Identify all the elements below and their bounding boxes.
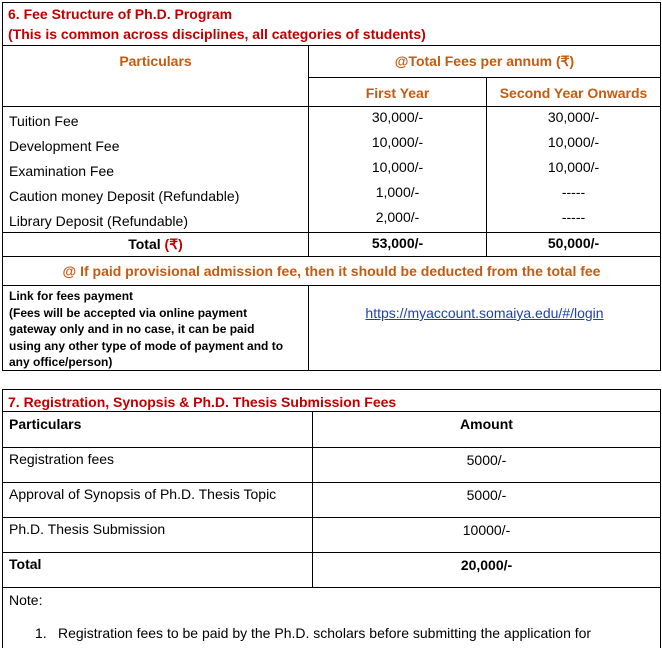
- col-total-fees-header: @Total Fees per annum (₹): [394, 53, 575, 69]
- fee-row-first: 10,000/-: [371, 134, 424, 150]
- payment-link[interactable]: https://myaccount.somaiya.edu/#/login: [365, 305, 604, 321]
- fee-row-label: Development Fee: [9, 138, 120, 154]
- total-first-year: 53,000/-: [371, 235, 424, 251]
- rupee-symbol: (₹): [164, 236, 183, 252]
- note-item-number: 1.: [35, 625, 47, 641]
- fee-row-second: -----: [561, 209, 586, 225]
- registration-total-label: Total: [9, 556, 42, 572]
- registration-row-label: Approval of Synopsis of Ph.D. Thesis Topic: [9, 486, 277, 502]
- note-item-text: Registration fees to be paid by the Ph.D. scholars before submitting the application for: [58, 625, 592, 641]
- fee-row-first: 10,000/-: [371, 159, 424, 175]
- note-label: Note:: [9, 592, 43, 608]
- registration-row-amount: 10000/-: [462, 522, 511, 538]
- fee-row-second: 10,000/-: [547, 134, 600, 150]
- total-label: Total (₹): [128, 236, 183, 252]
- payment-link-title: Link for fees payment: [9, 289, 134, 303]
- registration-row-amount: 5000/-: [466, 487, 507, 503]
- fee-row-second: -----: [561, 184, 586, 200]
- registration-row-label: Registration fees: [9, 451, 115, 467]
- fee-row-label: Caution money Deposit (Refundable): [9, 188, 240, 204]
- total-second-year: 50,000/-: [547, 235, 600, 251]
- fee-row-label: Examination Fee: [9, 163, 115, 179]
- payment-link-line: using any other type of mode of payment and to: [9, 338, 284, 353]
- fee-row-second: 10,000/-: [547, 159, 600, 175]
- section6-heading: 6. Fee Structure of Ph.D. Program: [8, 6, 233, 22]
- fee-row-first: 2,000/-: [375, 209, 420, 225]
- col-first-year-header: First Year: [365, 85, 430, 101]
- section7-heading: 7. Registration, Synopsis & Ph.D. Thesis Submission Fees: [8, 394, 397, 410]
- fee-row-label: Tuition Fee: [9, 113, 79, 129]
- col-particulars-header: Particulars: [9, 416, 82, 432]
- fee-row-first: 1,000/-: [375, 184, 420, 200]
- col-particulars-header: Particulars: [119, 53, 192, 69]
- section6-subheading: (This is common across disciplines, all categories of students): [8, 26, 426, 42]
- fee-row-second: 30,000/-: [547, 109, 600, 125]
- payment-link-line: (Fees will be accepted via online payment: [9, 305, 248, 320]
- registration-total-amount: 20,000/-: [460, 557, 513, 573]
- col-second-year-header: Second Year Onwards: [499, 85, 648, 101]
- total-label-row: [3, 236, 308, 253]
- fee-row-label: Library Deposit (Refundable): [9, 213, 188, 229]
- col-amount-header: Amount: [460, 416, 513, 432]
- registration-row-label: Ph.D. Thesis Submission: [9, 521, 166, 537]
- payment-link-line: any office/person): [9, 355, 113, 369]
- provisional-fee-note: @ If paid provisional admission fee, then it should be deducted from the total fee: [62, 263, 601, 279]
- registration-row-amount: 5000/-: [466, 452, 507, 468]
- payment-link-line: gateway only and in no case, it can be paid: [9, 322, 255, 336]
- payment-link-label: [9, 288, 307, 371]
- fee-row-first: 30,000/-: [371, 109, 424, 125]
